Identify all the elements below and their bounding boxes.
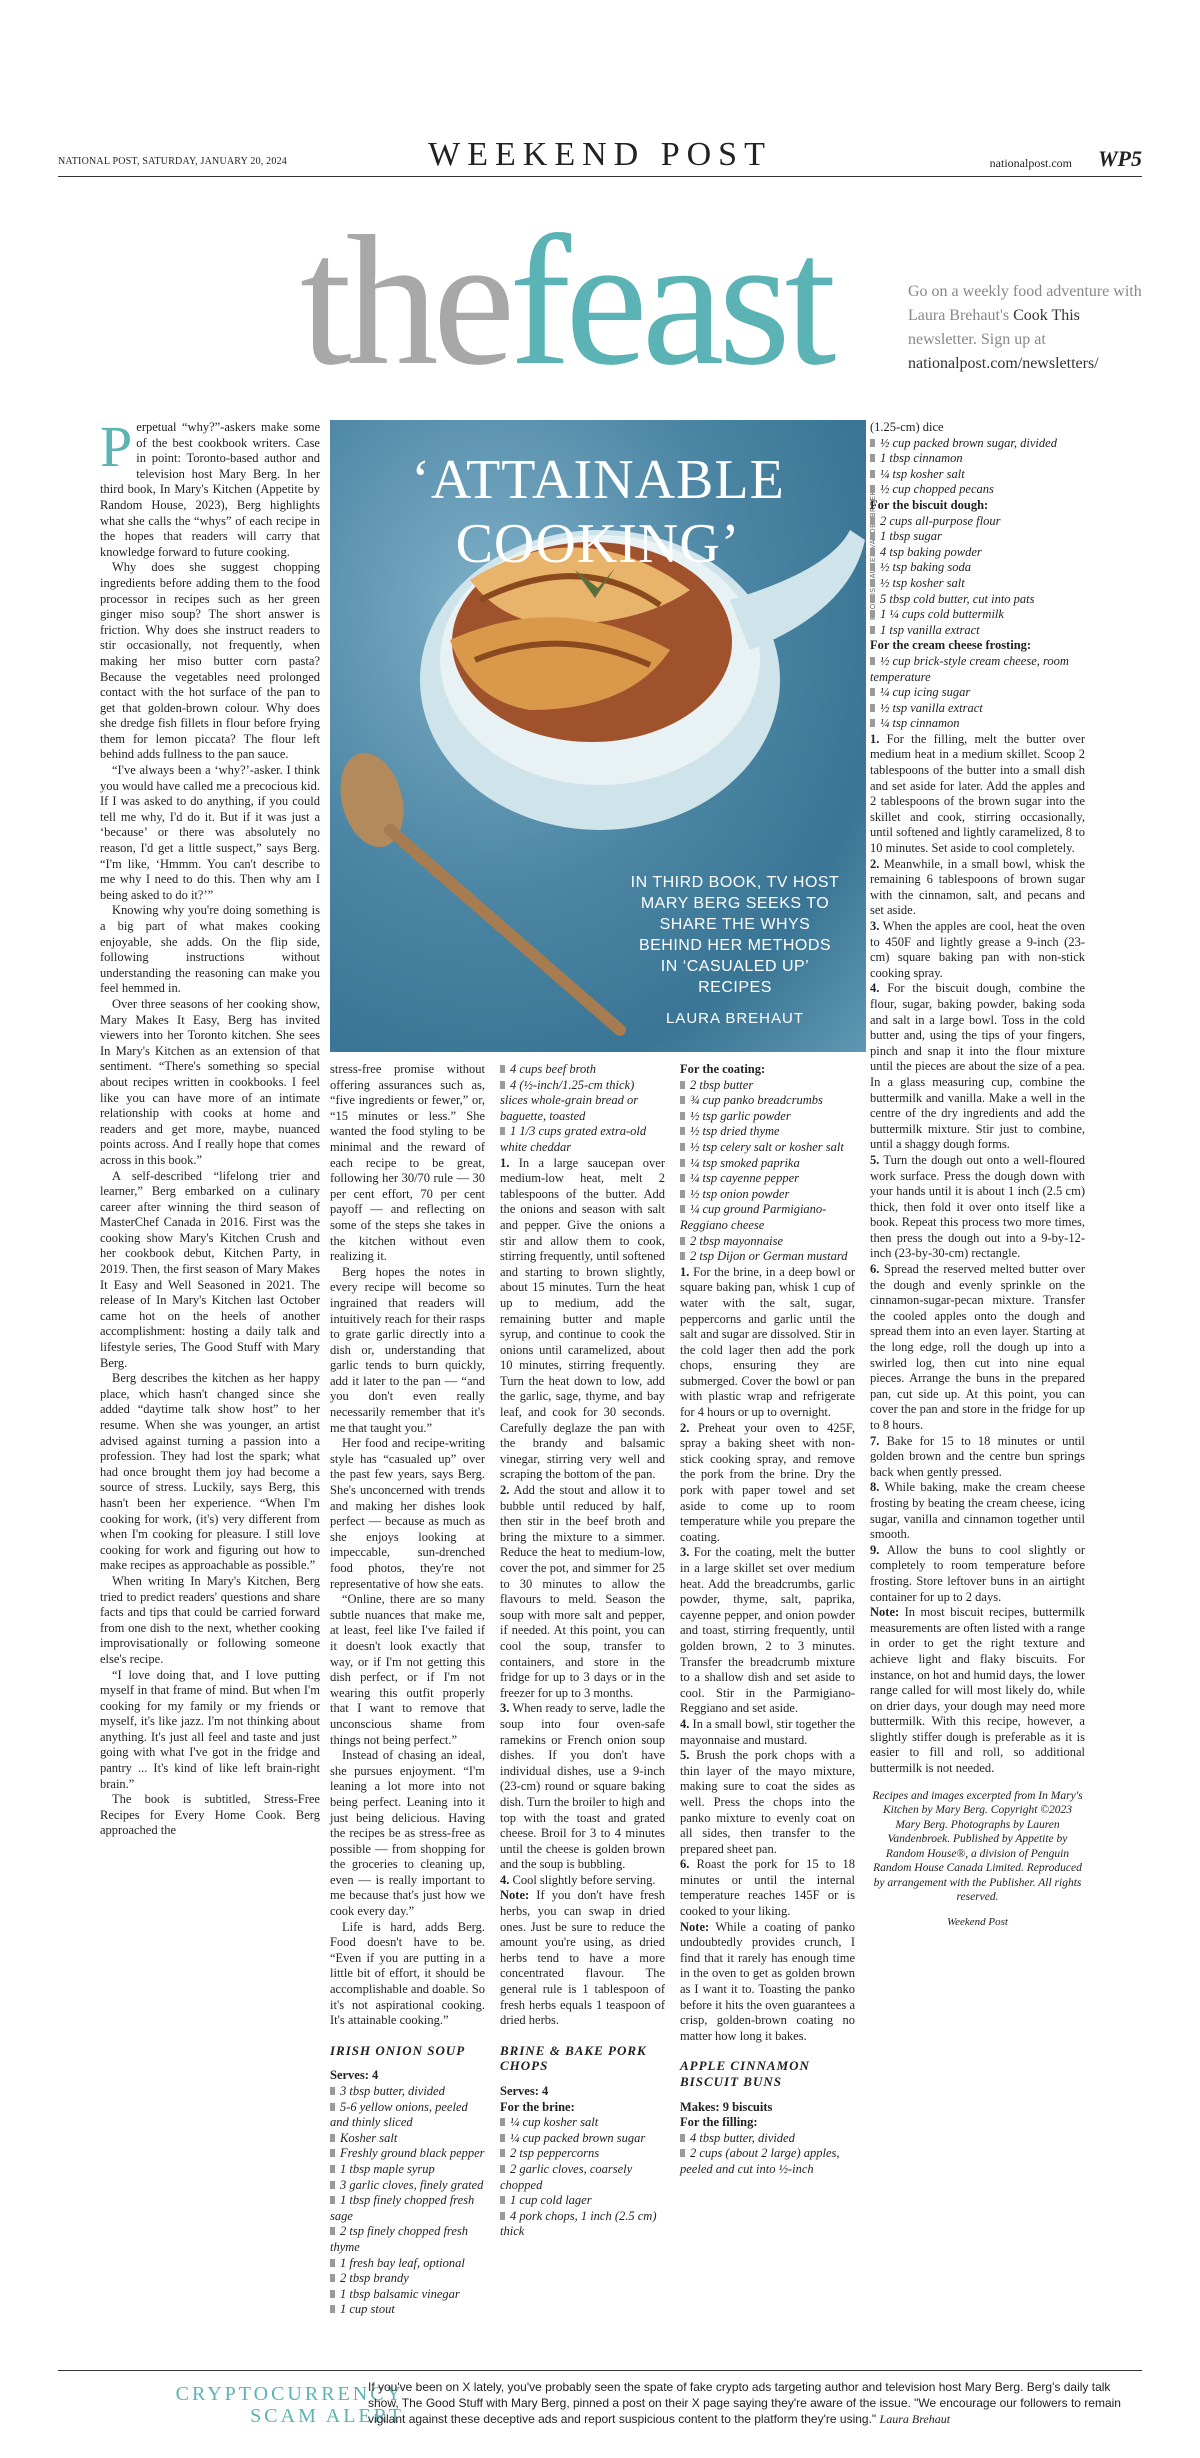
section-masthead: [300, 198, 831, 404]
paragraph: Berg hopes the notes in every recipe will become so ingrained that readers will intuitively reach for their rasps to grate garlic directly into a dish or, understanding that garlic tends to burn quickly, add it later to the pan — “and you don't even really necessarily remember that it's me that taught you.”: [330, 1264, 485, 1435]
paragraph: Life is hard, adds Berg. Food doesn't have to be. “Even if you are putting in a little bit of effort, it should be accomplishable and doable. So it's not aspirational cooking. It's attainable cooking.”: [330, 1919, 485, 2028]
recipe-serves: Serves: 4: [500, 2084, 549, 2098]
method-step: 4. Cool slightly before serving.: [500, 1872, 656, 1887]
ingredient-item: ½ tsp vanilla extract: [870, 701, 1085, 717]
recipe-makes: Makes: 9 biscuits: [680, 2099, 773, 2114]
ingredient-item: ½ tsp baking soda: [870, 560, 1085, 576]
paragraph: “I've always been a ‘why?’-asker. I think you would have called me a precocious kid. If I was asked to do anything, if you could tell me why, I'd do it. But if it was just a ‘because’ or there was absolutely no reason, I'd get a little suspect,” says Berg. “I'm like, ‘Hmmm. You can't describe to me why I need to do this. Then why am I being asked to do it?’”: [100, 763, 320, 902]
ingredient-item: 1 tbsp cinnamon: [870, 451, 1085, 467]
alert-label-line: CRYPTOCURRENCY: [175, 2383, 404, 2405]
section-title: WEEKEND POST: [428, 136, 772, 173]
ingredient-item: 2 tbsp brandy: [330, 2271, 485, 2287]
ingredient-item: 1 1/3 cups grated extra-old white cheddar: [500, 1124, 665, 1155]
drop-cap: P: [100, 414, 133, 479]
promo-key: Cook This: [1013, 307, 1080, 324]
recipe-title: APPLE CINNAMON BISCUIT BUNS: [680, 2058, 810, 2089]
photo-deck: IN THIRD BOOK, TV HOST MARY BERG SEEKS TO SHARE THE WHYS BEHIND HER METHODS IN ‘CASUALED UP’ RECIPES: [630, 874, 840, 996]
ingredient-item: ½ cup chopped pecans: [870, 482, 1085, 498]
masthead-feast: feast: [509, 198, 831, 404]
ingredient-item: 4 pork chops, 1 inch (2.5 cm) thick: [500, 2209, 665, 2240]
ingredient-item: ¼ cup ground Parmigiano-Reggiano cheese: [680, 1202, 855, 1233]
ingredient-item: ½ tsp onion powder: [680, 1187, 855, 1203]
masthead-the: the: [300, 198, 510, 404]
method-step: 3. For the coating, melt the butter in a large skillet set over medium heat. Add the breadcrumbs, garlic powder, thyme, salt, paprika, cayenne pepper, and onion powder and toast, stirring frequently, until golden brown, 2 to 3 minutes. Transfer the breadcrumb mixture to a shallow dish and set aside to cool. Stir in the Parmigiano-Reggiano and set aside.: [680, 1545, 855, 1716]
signature: Weekend Post: [947, 1915, 1008, 1928]
article-column-1: [100, 414, 320, 1839]
ingredient-item: 1 tbsp sugar: [870, 529, 1085, 545]
ingredient-item: 2 tbsp mayonnaise: [680, 1234, 855, 1250]
method-step: 7. Bake for 15 to 18 minutes or until golden brown and the centre bun springs back when gently pressed.: [870, 1433, 1085, 1479]
subhead: For the coating:: [680, 1062, 766, 1076]
alert-body: [368, 2379, 1138, 2427]
method-step: 2. Add the stout and allow it to bubble until reduced by half, then stir in the beef broth and bring the mixture to a simmer. Reduce the heat to medium-low, cover the pot, and simmer for 25 to 30 minutes to allow the flavours to meld. Season the soup with more salt and pepper, if needed. At this point, you can cool the soup, transfer to containers, and store in the fridge for up to 3 days or in the freezer for up to 3 months.: [500, 1483, 665, 1700]
method-step: 6. Spread the reserved melted butter over the dough and evenly sprinkle on the cinnamon-sugar-pecan mixture. Transfer the cooled apples onto the dough and spread them into an even layer. Starting at the long edge, roll the dough up into a swirled log, then cut into nine equal pieces. Arrange the buns in the prepared pan, cut side up. At this point, you can cover the pan and store in the fridge for up to 8 hours.: [870, 1262, 1085, 1432]
method-step: 2. Meanwhile, in a small bowl, whisk the remaining 6 tablespoons of brown sugar with the cinnamon, salt, and pecans and set aside.: [870, 856, 1085, 918]
ingredient-item: 3 garlic cloves, finely grated: [330, 2178, 485, 2194]
ingredient-item: ¾ cup panko breadcrumbs: [680, 1093, 855, 1109]
ingredient-item: 2 garlic cloves, coarsely chopped: [500, 2162, 665, 2193]
folio: [58, 136, 1142, 176]
ingredient-item: 4 cups beef broth: [500, 1062, 665, 1078]
article-column-5: [870, 420, 1085, 1930]
ingredient-list: [870, 654, 1085, 732]
method-step: Note: If you don't have fresh herbs, you can swap in dried ones. Just be sure to reduce the amount you're using, as dried herbs tend to have a more concentrated flavour. The general rule is 1 tablespoon of fresh herbs equals 1 teaspoon of dried herbs.: [500, 1888, 665, 2028]
paragraph: Why does she suggest chopping ingredients before adding them to the food processor in recipes such as her green ginger miso soup? The short answer is friction. Why does she instruct readers to stir occasionally, not frequently, when making her miso butter corn pasta? Because the vegetables need prolonged contact with the hot surface of the pan to get that golden-brown colour. Why does she dredge fish fillets in flour before frying them for lemon piccata? The flour left behind adds fullness to the pan sauce.: [100, 560, 320, 762]
method-step: 5. Turn the dough out onto a well-floured work surface. Press the dough down with your hands until it is about 1 inch (2.5 cm) thick, then fold it over onto itself like a book. Repeat this process two more times, then press the dough out into a 9-by-12-inch (23-by-30-cm) rectangle.: [870, 1152, 1085, 1261]
promo-text-1: Go on a weekly food adventure with Laura Brehaut's: [908, 283, 1142, 324]
method-step: 9. Allow the buns to cool slightly or completely to room temperature before frosting. Store leftover buns in an airtight container for up to 2 days.: [870, 1542, 1085, 1604]
paragraph: A self-described “lifelong trier and learner,” Berg embarked on a culinary career after winning the third season of MasterChef Canada in 2016. First was the cooking show Mary's Kitchen Crush and her cookbook debut, Kitchen Party, in 2019. Then, the first season of Mary Makes It Easy and Well Seasoned in 2021. The release of In Mary's Kitchen last October came hot on the heels of another accomplishment: hosting a daily talk and lifestyle series, The Good Stuff with Mary Berg.: [100, 1168, 320, 1370]
page-number: WP5: [1098, 146, 1142, 171]
ingredient-item: 2 cups all-purpose flour: [870, 514, 1085, 530]
ingredient-item: 2 tsp finely chopped fresh thyme: [330, 2224, 485, 2255]
ingredient-list: [870, 436, 1085, 498]
method-step: 2. Preheat your oven to 425F, spray a baking sheet with non-stick cooking spray, and remove the pork from the brine. Dry the pork with paper towel and set aside to come up to room temperature while you prepare the coating.: [680, 1420, 855, 1544]
method-step: 1. For the brine, in a deep bowl or square baking pan, whisk 1 cup of water with the salt, sugar, peppercorns and garlic until the salt and sugar are dissolved. Stir in the cold lager then add the pork chops, ensuring they are submerged. Cover the bowl or pan with plastic wrap and refrigerate for 4 hours or up to overnight.: [680, 1264, 855, 1420]
method-step: 6. Roast the pork for 15 to 18 minutes or until the internal temperature reaches 145F or is cooked to your liking.: [680, 1857, 855, 1919]
promo-text-2: newsletter. Sign up at: [908, 331, 1046, 348]
byline: LAURA BREHAUT: [665, 1010, 805, 1027]
method-step: 1. In a large saucepan over medium-low heat, melt 2 tablespoons of the butter. Add the onions and season with salt and pepper. Give the onions a stir and allow them to cook, stirring frequently, until softened and starting to brown slightly, about 15 minutes. Turn the heat up to medium, add the remaining butter and maple syrup, and continue to cook the onions until caramelized, about 10 minutes, stirring frequently. Turn the heat down to low, add the garlic, sage, thyme, and bay leaf, and cook for 30 seconds. Carefully deglaze the pan with the brandy and balsamic vinegar, stirring very well and scraping the bottom of the pan.: [500, 1155, 665, 1482]
method-steps: [680, 1265, 855, 2045]
paragraph: “Online, there are so many subtle nuances that make me, at least, feel like I've failed if it doesn't look exactly that way, or if I'm not getting this dish perfect, or if I'm not wearing this outfit properly that I want to remove that unconscious shame from things not being perfect.”: [330, 1592, 485, 1747]
ingredient-item: 1 tbsp balsamic vinegar: [330, 2287, 485, 2303]
lede-paragraph: Perpetual “why?”-askers make some of the best cookbook writers. Case in point: Toronto-based author and television host Mary Berg. In her third book, In Mary's Kitchen (Appetite by Random House, 2023), Berg highlights what she calls the “whys” of each recipe in the hopes that readers will carry that knowledge forward to future cooking.: [100, 414, 320, 559]
ingredient-item: 1 ¼ cups cold buttermilk: [870, 607, 1085, 623]
ingredient-item: 1 tbsp finely chopped fresh sage: [330, 2193, 485, 2224]
photo-credit: PHOTOS: LAUREN VANDENBROEK: [870, 490, 877, 620]
promo-link[interactable]: nationalpost.com/newsletters/: [908, 355, 1099, 372]
ingredient-item: 5 tbsp cold butter, cut into pats: [870, 592, 1085, 608]
scam-alert-box: [58, 2370, 1142, 2430]
method-step: 3. When ready to serve, ladle the soup into four oven-safe ramekins or French onion soup dishes. If you don't have individual dishes, use a 9-inch (23-cm) round or square baking dish. Turn the broiler to high and top with the toast and grated cheese. Broil for 3 to 4 minutes until the cheese is golden brown and the soup is bubbling.: [500, 1701, 665, 1872]
recipe-title: BRINE & BAKE PORK CHOPS: [500, 2042, 647, 2074]
ingredient-item: 5-6 yellow onions, peeled and thinly sliced: [330, 2100, 485, 2131]
ingredient-item: ¼ tsp cinnamon: [870, 716, 1085, 732]
ingredient-item: ½ tsp celery salt or kosher salt: [680, 1140, 855, 1156]
ingredient-item: ½ tsp garlic powder: [680, 1109, 855, 1125]
method-step: 1. For the filling, melt the butter over medium heat in a medium skillet. Scoop 2 tablespoons of the butter into a small dish and set aside for later. Add the apples and 2 tablespoons of the brown sugar into the skillet and cook, stirring occasionally, until softened and lightly caramelized, 8 to 10 minutes. Set aside to cool completely.: [870, 731, 1085, 856]
ingredient-item: 2 tsp peppercorns: [500, 2146, 665, 2162]
paragraph: “I love doing that, and I love putting myself in that frame of mind. But when I'm cooking for my family or my friends or myself, it's like jazz. I'm not thinking about anything. It's just all feel and taste and just going with what I've got in the fridge and pantry ... It's kind of like left brain-right brain.”: [100, 1667, 320, 1791]
paragraph: The book is subtitled, Stress-Free Recipes for Every Home Cook. Berg approached the: [100, 1792, 320, 1838]
ingredient-item: 2 tsp Dijon or German mustard: [680, 1249, 855, 1265]
excerpt-credit: Recipes and images excerpted from In Mary's Kitchen by Mary Berg. Copyright ©2023 Mary Berg. Photographs by Lauren Vandenbroek. Published by Appetite by Random House®, a division of Penguin Random House Canada Limited. Reproduced by arrangement with the Publisher. All rights reserved.: [872, 1789, 1083, 1904]
newsletter-promo: [908, 280, 1148, 376]
alert-label: [104, 2383, 404, 2427]
ingredient-item: ½ cup brick-style cream cheese, room temperature: [870, 654, 1085, 685]
ingredient-item: 4 tsp baking powder: [870, 545, 1085, 561]
paragraph: When writing In Mary's Kitchen, Berg tried to predict readers' questions and share facts and tips that could be carried forward from one dish to the next, whether cooking improvisationally or following someone else's recipe.: [100, 1573, 320, 1666]
ingredient-item: ¼ tsp smoked paprika: [680, 1156, 855, 1172]
paragraph: stress-free promise without offering assurances such as, “five ingredients or fewer,” or, “15 minutes or less.” She wanted the food styling to be minimal and the reward of each recipe to be great, following her 30/70 rule — 30 per cent effort, 70 per cent payoff — and reflecting on some of the steps she takes in the kitchen without even realizing it.: [330, 1062, 485, 1264]
ingredient-list: [500, 1062, 665, 1156]
ingredient-list: [870, 514, 1085, 639]
ingredient-item: ½ tsp kosher salt: [870, 576, 1085, 592]
recipe-serves: Serves: 4: [330, 2068, 379, 2083]
method-step: 3. When the apples are cool, heat the oven to 450F and lightly grease a 9-inch (23-cm) square baking pan with non-stick cooking spray.: [870, 919, 1085, 980]
ingredient-list: [680, 2131, 855, 2178]
folio-date: NATIONAL POST, SATURDAY, JANUARY 20, 2024: [58, 156, 287, 167]
ingredient-item: 1 tbsp maple syrup: [330, 2162, 485, 2178]
ingredient-item: 2 cups (about 2 large) apples, peeled and cut into ½-inch: [680, 2146, 855, 2177]
paragraph: Berg describes the kitchen as her happy place, which hasn't changed since she added “daytime talk show host” to her resume. When she was younger, an artist advised against turning a passion into a profession. They had lost the spark; what had once brought them joy had become a source of stress. Luckily, says Berg, this hasn't been her experience. “When I'm cooking for work, (it's) very different from when I'm cooking for pleasure. I still love cooking for work and figuring out how to make recipes as approachable as possible.”: [100, 1371, 320, 1573]
paragraph: Over three seasons of her cooking show, Mary Makes It Easy, Berg has invited viewers into her Toronto kitchen. She sees In Mary's Kitchen as an extension of that sentiment. “There's something so special about recipes written in cookbooks. I feel like you can have more of an intimate relationship with cooks at home and readers and get more, maybe, nuanced points across. And I really hope that comes across in this book.”: [100, 996, 320, 1167]
alert-label-line: SCAM ALERT: [250, 2405, 404, 2427]
ingredient-item: 1 cup cold lager: [500, 2193, 665, 2209]
ingredient-item: ½ tsp dried thyme: [680, 1124, 855, 1140]
ingredient-item: 2 tbsp butter: [680, 1078, 855, 1094]
method-steps: [870, 732, 1085, 1777]
ingredient-item: 3 tbsp butter, divided: [330, 2084, 485, 2100]
article-column-4: [680, 1062, 855, 2178]
ingredient-item: ¼ cup icing sugar: [870, 685, 1085, 701]
ingredient-item: ¼ tsp cayenne pepper: [680, 1171, 855, 1187]
photo-headline: ‘ATTAINABLE COOKING’: [411, 449, 785, 575]
subhead: For the cream cheese frosting:: [870, 638, 1032, 653]
method-step: 8. While baking, make the cream cheese frosting by beating the cream cheese, icing sugar, vanilla and cinnamon together until smooth.: [870, 1480, 1085, 1542]
ingredient-item: 4 (½-inch/1.25-cm thick) slices whole-grain bread or baguette, toasted: [500, 1078, 665, 1125]
ingredient-item: ¼ tsp kosher salt: [870, 467, 1085, 483]
ingredient-list: [330, 2084, 485, 2318]
paragraph: Knowing why you're doing something is a big part of what makes cooking enjoyable, she adds. On the flip side, following instructions without understanding the reasoning can make you feel hemmed in.: [100, 903, 320, 996]
ingredient-item: 1 cup stout: [330, 2302, 485, 2318]
ingredient-item: 1 tsp vanilla extract: [870, 623, 1085, 639]
article-column-2: [330, 1062, 485, 2318]
feature-photo: [330, 420, 866, 1052]
continuation: (1.25-cm) dice: [870, 420, 944, 434]
ingredient-item: 1 fresh bay leaf, optional: [330, 2256, 485, 2272]
subhead: For the filling:: [680, 2115, 758, 2130]
alert-text: If you've been on X lately, you've probably seen the spate of fake crypto ads targeting author and television host Mary Berg. Berg's daily talk show, The Good Stuff with Mary Berg, pinned a post on their X page saying they're aware of the issue. "We encourage our followers to remain vigilant against these deceptive ads and report suspicious content to the platform they're using.": [368, 2380, 1121, 2426]
subhead: For the brine:: [500, 2099, 575, 2114]
article-column-3: [500, 1062, 665, 2240]
ingredient-item: Freshly ground black pepper: [330, 2146, 485, 2162]
paragraph: Her food and recipe-writing style has “casualed up” over the past few years, says Berg. She's unconcerned with trends and making her dishes look perfect — because as much as she enjoys looking at impeccable, sun-drenched food photos, they're not representative of how she eats.: [330, 1436, 485, 1591]
folio-rule: [58, 176, 1142, 177]
ingredient-item: ¼ cup packed brown sugar: [500, 2131, 665, 2147]
folio-url[interactable]: nationalpost.com: [989, 156, 1072, 170]
method-step: Note: In most biscuit recipes, buttermilk measurements are often listed with a range in order to get the right texture and achieve light and flaky biscuits. For instance, on hot and humid days, the lower range called for will most likely do, while on drier days, your dough may need more buttermilk. With this recipe, however, a slightly stiffer dough is preferable as it is easier to fill and roll, so additional buttermilk is not needed.: [870, 1605, 1085, 1776]
method-step: 5. Brush the pork chops with a thin layer of the mayo mixture, making sure to coat the sides as well. Press the chops into the panko mixture to evenly coat on all sides, then transfer to the prepared sheet pan.: [680, 1748, 855, 1856]
ingredient-item: 4 tbsp butter, divided: [680, 2131, 855, 2147]
method-step: 4. For the biscuit dough, combine the flour, sugar, baking powder, baking soda and salt in a large bowl. Toss in the cold butter and, using the tips of your fingers, pinch and snap it into the flour mixture until the pieces are about the size of a pea. In a glass measuring cup, combine the buttermilk and vanilla. Make a well in the centre of the dry ingredients and add the buttermilk mixture. Stir just to combine, until a shaggy dough forms.: [870, 981, 1085, 1152]
ingredient-list: [500, 2115, 665, 2240]
method-steps: [500, 1156, 665, 2029]
method-step: 4. In a small bowl, stir together the mayonnaise and mustard.: [680, 1716, 855, 1747]
ingredient-item: ½ cup packed brown sugar, divided: [870, 436, 1085, 452]
ingredient-list: [680, 1078, 855, 1265]
method-step: Note: While a coating of panko undoubtedly provides crunch, I find that it rarely has enough time in the oven to get as golden brown as I want it to. Toasting the panko before it hits the oven guarantees a crisp, golden-brown coating no matter how long it bakes.: [680, 1919, 855, 2043]
subhead: For the biscuit dough:: [870, 497, 989, 512]
paragraph: Instead of chasing an ideal, she pursues enjoyment. “I'm leaning a lot more into not being perfect. Leaning into it just being delicious. Having the recipes be as stress-free as possible — from shopping for the groceries to cleaning up, even — is really important to me because that's just how we cook every day.”: [330, 1748, 485, 1919]
alert-byline: Laura Brehaut: [879, 2412, 951, 2426]
recipe-title: IRISH ONION SOUP: [330, 2042, 466, 2058]
ingredient-item: ¼ cup kosher salt: [500, 2115, 665, 2131]
ingredient-item: Kosher salt: [330, 2131, 485, 2147]
